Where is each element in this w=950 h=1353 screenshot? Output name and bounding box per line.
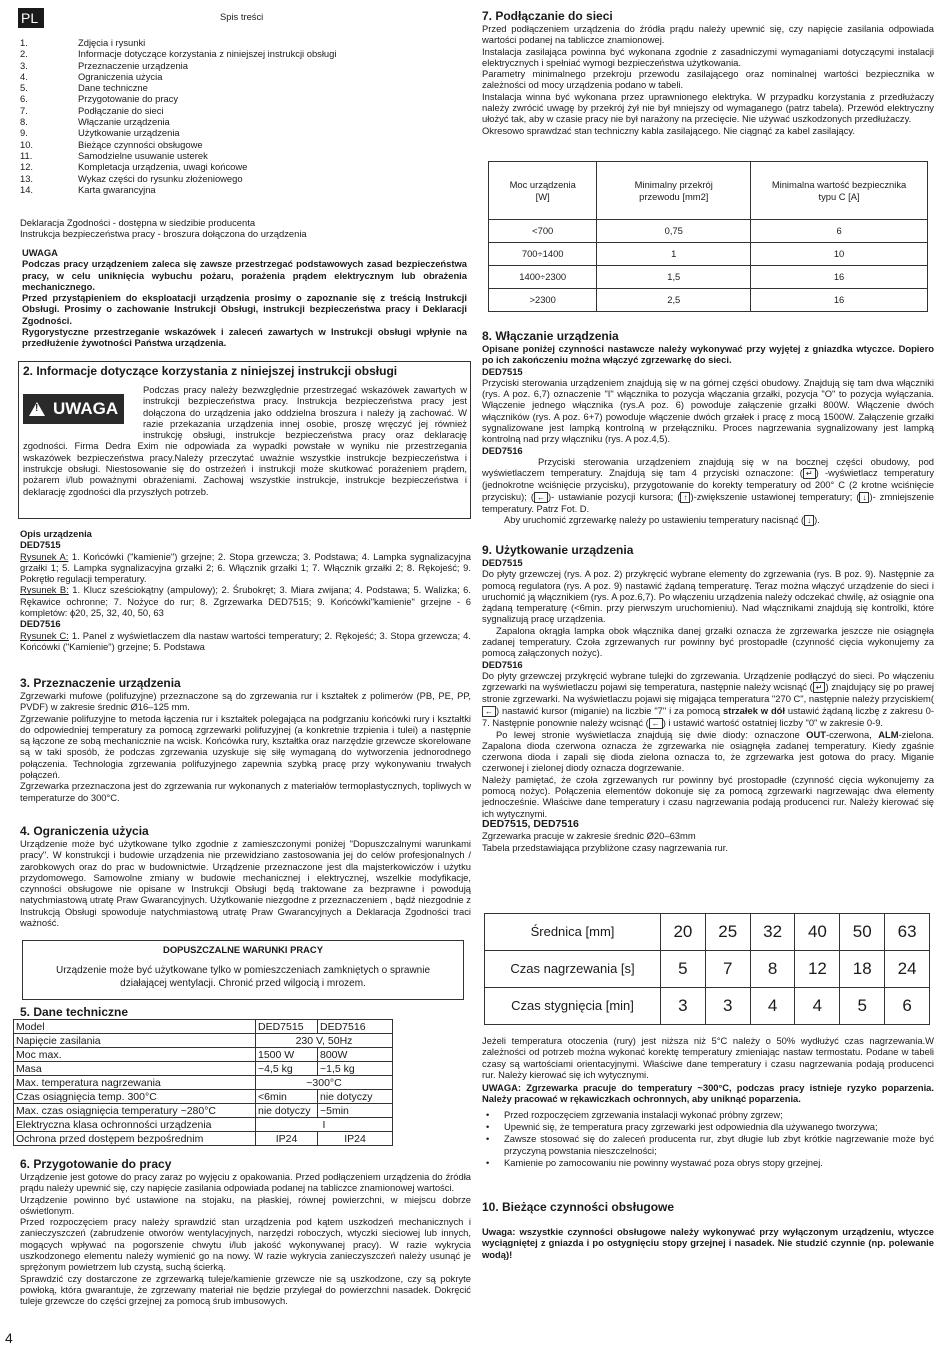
toc-item — [20, 127, 460, 138]
tech-value-ded7516: nie dotyczy — [318, 1090, 393, 1104]
table-cell: 8 — [750, 951, 795, 988]
toc-item-label: Dane techniczne — [78, 82, 148, 94]
section-9-p8: Jeżeli temperatura otoczenia (rury) jest niższa niż 5°C należy o 50% wydłużyć czas nagrzewania.W zależności od potrzeb można wykonać korektę temperatury zmieniając nastaw termostatu. Podane w tabeli czasy są wartościami orientacyjnymi. Właściwe dane temperatury i czasu nagrzewania podają producenci rur. Należy kierować się ich wytycznymi. — [482, 1035, 934, 1080]
s8-p3b: ). — [814, 513, 820, 525]
toc-item-label: Bieżące czynności obsługowe — [78, 138, 203, 150]
section-6-title: 6. Przygotowanie do pracy — [20, 1157, 172, 1171]
toc-item — [20, 150, 460, 161]
table-cell: 40 — [795, 914, 840, 951]
section-9-p5: Należy pamiętać, że czoła zgrzewanych rur powinny być prostopadłe (czynność cięcia wykonujemy za pomocą nożyc). Połączenia elementów dokonuje się za pomocą zgrzewarki nagrzewając dwa elementy jednocześnie. Właściwe dane temperatury i czasu nagrzewania podają producenci rur. Należy kierować się ich wytycznymi. — [482, 773, 934, 819]
section-9-title: 9. Użytkowanie urządzenia — [482, 543, 634, 557]
toc-item-label: Użytkowanie urządzenia — [78, 127, 180, 139]
section-2-box — [18, 361, 471, 519]
section-6-p4: Sprawdzić czy dostarczone ze zgrzewarką tuleje/kamienie grzewcze nie są uszkodzone, czy są pokryte powłoką, która gwarantuje, że zgrzewany materiał nie będzie przylegał do powierzchni nasadek. Dokręcić tuleje grzewcze do części grzejnej za pomocą śrub imbusowych. — [20, 1272, 471, 1307]
section-9-model-7515: DED7515 — [482, 557, 523, 568]
down-arrow-key-icon: ↓ — [859, 492, 869, 503]
s8-p2e: )- zmniejszenie temperatury. Patrz Fot. D. — [482, 490, 934, 514]
s9-p4a: Po lewej stronie wyświetlacza znajdują się dwie diody: oznaczone — [496, 728, 807, 740]
tech-value-ded7515: DED7515 — [256, 1020, 318, 1034]
figure-b-label: Rysunek B: — [20, 584, 69, 596]
table-header-cell: Minimalna wartość bezpiecznika typu C [A] — [751, 162, 928, 220]
table-row — [14, 1132, 393, 1146]
toc-item — [20, 82, 460, 93]
toc-item — [20, 71, 460, 82]
toc-item-label: Przeznaczenie urządzenia — [78, 59, 188, 71]
toc-item — [20, 37, 460, 48]
section-4-p1: Urządzenie może być użytkowane tylko zgodnie z zamieszczonymi poniżej "Dopuszczalnymi warunkami pracy". W konstrukcji i budowie urządzenia nie przewidziano zastosowania jej do celów profesjonalnych / zarobkowych oraz do prac w budownictwie. Urządzenie przeznaczone jest dla majsterkowiczów i użytku przydomowego. Samowolne zmiany w budowie mechanicznej i elektrycznej, wszelkie modyfikacje, czynności obsługowe nie opisane w Instrukcji Obsługi będą traktowane za bezprawne i powodują natychmiastową utratę Praw Gwarancyjnych. Użytkowanie niezgodne z przeznaczeniem , bądź niezgodnie z Instrukcją Obsługi spowoduje natychmiastową utratę Praw Gwarancyjnych a Deklaracja Zgodności traci ważność. — [20, 838, 471, 929]
table-row — [489, 243, 928, 266]
s9-alm: ALM — [878, 728, 899, 740]
s8-p2d: )-zwiększenie ustawionej temperatury; ( — [690, 490, 860, 502]
toc-item-number: 5. — [20, 82, 28, 94]
toc-item-number: 12. — [20, 161, 34, 173]
tech-param: Ochrona przed dostępem bezpośrednim — [14, 1132, 256, 1146]
table-cell: 3 — [661, 988, 706, 1025]
toc-item-number: 4. — [20, 70, 28, 82]
s8-p3a: Aby uruchomić zgrzewarkę należy po ustawieniu temperatury nacisnąć ( — [504, 513, 805, 525]
technical-data-table — [13, 1019, 393, 1146]
toc-item-label: Wykaz części do rysunku złożeniowego — [78, 172, 243, 184]
toc-item-label: Podłączanie do sieci — [78, 104, 164, 116]
section-3-title: 3. Przeznaczenie urządzenia — [20, 676, 181, 690]
left-arrow-key-icon-2: ← — [482, 706, 496, 717]
table-cell: 5 — [840, 988, 885, 1025]
table-row — [489, 289, 928, 312]
uwaga-p3: Rygorystyczne przestrzeganie wskazówek i zaleceń zawartych w Instrukcji obsługi wpłynie na przedłużenie żywotności Państwa urządzenia. — [22, 326, 467, 349]
section-10 — [482, 1200, 934, 1260]
section-7-title: 7. Podłączanie do sieci — [482, 9, 613, 23]
model-ded7516-label: DED7516 — [20, 618, 61, 630]
table-cell: 16 — [751, 266, 928, 289]
table-cell: 18 — [840, 951, 885, 988]
toc-item-label: Przygotowanie do pracy — [78, 93, 179, 105]
toc-item-number: 9. — [20, 127, 28, 139]
toc-item — [20, 184, 460, 195]
table-cell: 1400÷2300 — [489, 266, 597, 289]
section-9-p1: Do płyty grzewczej (rys. A poz. 2) przykręcić wybrane elementy do zgrzewania (rys. B poz. 9). Następnie za pomocą regulatora (rys. A poz. 9) nastawić żądaną temperaturę. Teraz można włączyć urządzenie do sieci i uruchomić ją włącznikiem (rys. A poz.6,7). Po włączeniu urządzenia należy odczekać chwilę, aż osiągnie ona żądaną temperaturę (<6min. przy pierwszym uruchomieniu). Nad włącznikami znajdują się kontrolki, które sygnalizują pracę urządzenia. — [482, 568, 934, 625]
section-10-p1: Uwaga: wszystkie czynności obsługowe należy wykonywać przy wyłączonym urządzeniu, wtyczce wyciągniętej z gniazda i po ostygnięciu stopy grzejnej i nasadek. Nie studzić czynnie (np. polewanie wodą)! — [482, 1226, 934, 1260]
list-item: • Zawsze stosować się do zaleceń producenta rur, zbyt długie lub zbyt krótkie nagrzewanie może być przyczyną powstania nieszczelności; — [486, 1133, 934, 1156]
table-row — [14, 1104, 393, 1118]
tech-param: Masa — [14, 1062, 256, 1076]
section-7-p3: Parametry minimalnego przekroju przewodu zasilającego oraz nominalnej wartości bezpiecznika w zależności od mocy urządzenia podano w tabeli. — [482, 68, 934, 91]
toc-item-label: Zdjęcia i rysunki — [78, 37, 146, 48]
table-cell: <700 — [489, 220, 597, 243]
section-9-p2: Zapalona okrągła lampka obok włącznika danej grzałki oznacza że zgrzewarka jeszcze nie osiągnęła zadanej temperatury. Czoła zgrzewanych rur powinny być prostopadłe (czynność cięcia wykonujemy za pomocą załączonych nożyc). — [482, 624, 934, 659]
toc-item-number: 6. — [20, 93, 28, 105]
warning-badge-label: UWAGA — [53, 399, 119, 419]
section-9-p7: Tabela przedstawiająca przybliżone czasy nagrzewania rur. — [482, 841, 728, 853]
badge-float-space — [23, 384, 143, 434]
toc-item-label: Informacje dotyczące korzystania z niniejszej instrukcji obsługi — [78, 48, 337, 60]
power-cable-table — [488, 161, 928, 312]
s9-p3f: ) i ustawić wartość ostatniej liczby "0" w zakresie 0-9. — [662, 716, 884, 728]
section-9-notes — [482, 1035, 934, 1169]
tech-value: I — [256, 1118, 393, 1132]
section-4 — [20, 824, 471, 928]
section-8-model-7516: DED7516 — [482, 444, 523, 456]
tech-param: Model — [14, 1020, 256, 1034]
page-number: 4 — [5, 1330, 13, 1346]
toc-item-label: Samodzielne usuwanie usterek — [78, 149, 208, 161]
figure-c-legend — [20, 630, 471, 653]
section-8-model-7515: DED7515 — [482, 365, 523, 377]
table-row — [14, 1048, 393, 1062]
figure-c-text: 1. Panel z wyświetlaczem dla nastaw wartości temperatury; 2. Rękojeść; 3. Stopa grzewcza; 4. Końcówki ("Kamienie") grzejne; 5. Podstawa — [20, 629, 471, 652]
s9-p3a: Do płyty grzewczej przykręcić wybrane tulejki do zgrzewania. Urządzenie podłączyć do sieci. Po włączeniu zgrzewarki na wyświetlaczu pojawi się temperatura, następnie należy wcisnąć ( — [482, 669, 934, 693]
section-7-p4: Instalacja winna być wykonana przez uprawnionego elektryka. W przypadku korzystania z przedłużaczy należy zwrócić uwagę by przekrój żył nie był mniejszy od wymaganego (patrz tabela). Przewód elektryczny ułożyć tak, aby w czasie pracy nie był narażony na przecięcie. Nie używać uszkodzonych przedłużaczy. — [482, 90, 934, 125]
enter-key-icon: ↵ — [803, 468, 816, 479]
tech-param: Elektryczna klasa ochronności urządzenia — [14, 1118, 256, 1132]
toc-item-number: 8. — [20, 116, 28, 128]
table-cell: >2300 — [489, 289, 597, 312]
table-row — [485, 951, 930, 988]
section-9-model-7516: DED7516 — [482, 658, 523, 670]
table-cell: 4 — [750, 988, 795, 1025]
left-arrow-key-icon-3: ← — [649, 718, 663, 729]
toc-item-label: Kompletacja urządzenia, uwagi końcowe — [78, 161, 248, 173]
table-row — [14, 1118, 393, 1132]
section-7-p5: Okresowo sprawdzać stan techniczny kabla zasilającego. Nie ciągnąć za kabel zasilający. — [482, 124, 855, 136]
toc-item — [20, 105, 460, 116]
toc-item-label: Karta gwarancyjna — [78, 183, 156, 195]
device-description — [20, 528, 471, 652]
opis-title: Opis urządzenia — [20, 528, 92, 539]
figure-b-text: 1. Klucz sześciokątny (ampulowy); 2. Śrubokręt; 3. Miara zwijana; 4. Podstawa; 5. Walizka; 6. Rękawice ochronne; 7. Nożyce do rur; 8. Zgrzewarka DED7515; 9. Końcówki"kamienie" grzejne - 6 kompletów: ɸ20, 25, 32, 40, 50, 63 — [20, 584, 471, 619]
section-6 — [20, 1157, 471, 1307]
tech-value-ded7515: 1500 W — [256, 1048, 318, 1062]
table-cell: 24 — [885, 951, 930, 988]
section-8-lead: Opisane poniżej czynności nastawcze należy wykonywać przy wyjętej z gniazdka wtyczce. Dopiero po ich zakończeniu można włączyć zgrzewarkę do sieci. — [482, 343, 934, 366]
section-3-p2: Zgrzewanie polifuzyjne to metoda łączenia rur i kształtek polegająca na podgrzaniu końcówki rury i kształtki do odpowiedniej temperatury za pomocą zgrzewarki polifuzyjnej (a konkretnie trzpienia i tulei) a następnie są łączone ze sobą mechanicznie na wcisk. Końcówka rury, kształtka oraz narzędzie grzewcze skorelowane są w taki sposób, że podczas zgrzewania uzyskuje się siłę wymaganą do wytworzenia jednorodnego połączenia. Technologia zgrzewania polifuzyjnego zapewnia szybką pracę przy wykonywaniu trwałych połączeń. — [20, 712, 471, 781]
toc-item-number: 3. — [20, 59, 28, 71]
section-9-p3 — [482, 670, 934, 729]
table-cell: 25 — [705, 914, 750, 951]
section-7-p1: Przed podłączeniem urządzenia do źródła prądu należy upewnić się, czy napięcie zasilania odpowiada wartości podanej na tabliczce znamionowej. — [482, 23, 934, 46]
down-arrow-key-icon-2: ↓ — [804, 515, 814, 526]
table-cell: 0,75 — [597, 220, 751, 243]
section-8-p2 — [482, 456, 934, 514]
table-row — [14, 1062, 393, 1076]
uwaga-p2: Przed przystąpieniem do eksploatacji urządzenia prosimy o zapoznanie się z treścią Instrukcji Obsługi. Prosimy o zachowanie Instrukcji Obsługi, instrukcji bezpieczeństwa pracy i Deklaracji Zgodności. — [22, 292, 467, 326]
table-header-cell: Minimalny przekrój przewodu [mm2] — [597, 162, 751, 220]
burn-warning: UWAGA: Zgrzewarka pracuje do temperatury ~300°C, podczas pracy istnieje ryzyko poparzenia. Należy pracować w rękawiczkach ochronnych, aby uniknąć poparzenia. — [482, 1082, 934, 1105]
table-cell: 1,5 — [597, 266, 751, 289]
table-cell: 700÷1400 — [489, 243, 597, 266]
tech-value-ded7516: DED7516 — [318, 1020, 393, 1034]
tech-value: 230 V, 50Hz — [256, 1034, 393, 1048]
table-cell: 50 — [840, 914, 885, 951]
tech-value-ded7515: nie dotyczy — [256, 1104, 318, 1118]
tech-value-ded7516: ~1,5 kg — [318, 1062, 393, 1076]
figure-b-legend — [20, 584, 471, 618]
figure-a-legend — [20, 551, 471, 585]
table-row — [485, 988, 930, 1025]
section-4-title: 4. Ograniczenia użycia — [20, 824, 149, 838]
table-cell: 20 — [661, 914, 706, 951]
section-8 — [482, 329, 934, 526]
section-9-models: DED7515, DED7516 — [482, 817, 579, 830]
section-2-title: 2. Informacje dotyczące korzystania z niniejszej instrukcji obsługi — [23, 364, 398, 378]
toc-item-number: 14. — [20, 183, 34, 195]
s9-p4b: -czerwona, — [825, 728, 879, 740]
section-6-p2: Urządzenie powinno być ustawione na stojaku, na płaskiej, równej powierzchni, w miejscu dobrze oświetlonym. — [20, 1193, 471, 1216]
toc-item — [20, 93, 460, 104]
section-6-p3: Przed rozpoczęciem pracy należy sprawdzić stan urządzenia pod kątem uszkodzeń mechanicznych i zanieczyszczeń (zabrudzenie otworów wentylacyjnych, narzędzi roboczych, wtyczki sieciowej lub innych, mogących wpływać na pogorszenie chwytu i/lub jakość wykonywanej pracy). W razie wykrycia uszkodzonego elementu należy wymienić go na nowy. W razie wykrycia zanieczyszczeń należy usunąć je sprężonym powietrzem lub czystą, suchą ścierką. — [20, 1216, 471, 1273]
uwaga-title: UWAGA — [22, 247, 58, 258]
table-row — [14, 1020, 393, 1034]
section-9 — [482, 543, 934, 853]
left-arrow-key-icon: ← — [534, 492, 548, 503]
toc-item-number: 1. — [20, 37, 28, 48]
section-9-p6: Zgrzewarka pracuje w zakresie średnic Ø20–63mm — [482, 830, 696, 842]
table-row — [485, 914, 930, 951]
list-item: • Kamienie po zamocowaniu nie powinny wystawać poza obrys stopy grzejnej. — [486, 1157, 934, 1168]
section-8-p1: Przyciski sterowania urządzeniem znajdują się w na górnej części obudowy. Znajdują się tam dwa włączniki (rys. A poz. 6,7) oznaczenie "I" włącznika to pozycja włączania grzałki, pozycja "O" to pozycja wyłączania. Włączenie jednego włącznika (rys.A poz. 6) powoduje załączenie grzałki 800W. Włączenie dwóch włączników (rys. A poz. 6+7) powoduje włączenie dwóch grzałek i pracę z mocą 1500W. Załączenie grzałki sygnalizowane jest lampką kontrolną w przełączniku. Proces nagrzewania sygnalizowany jest lampką kontrolną nad przy włączniku (rys. A poz.4,5). — [482, 376, 934, 445]
section-8-title: 8. Włączanie urządzenia — [482, 329, 619, 343]
section-2-paragraph: Podczas pracy należy bezwzględnie przestrzegać wskazówek zawartych w instrukcji bezpieczeństwa pracy. Instrukcja bezpieczeństwa pracy jest dołączona do urządzenia jako oddzielna broszura i należy ją zachować. W razie przekazania urządzenia innej osobie, proszę wręczyć jej również instrukcję obsługi, instrukcje bezpieczeństwa pracy oraz deklarację zgodności. Firma Dedra Exim nie odpowiada za wypadki powstałe w wyniku nie przestrzegania wskazówek bezpieczeństwa pracy.Należy przeczytać uważnie wszystkie instrukcje bezpieczeństwa i instrukcje obsługi. Niestosowanie się do ostrzeżeń i instrukcji może skutkować porażeniem prądem, pożarem i/lub poważnymi obrażeniami. Zachowaj wszystkie instrukcje, instrukcje bezpieczeństwa i deklarację zgodności dla przyszłych potrzeb. — [23, 384, 467, 497]
table-cell: 12 — [795, 951, 840, 988]
tech-param: Max. czas osiągnięcia temperatury ~280°C — [14, 1104, 256, 1118]
s8-p2c: )- ustawianie pozycji kursora; ( — [548, 490, 681, 502]
uwaga-p1: Podczas pracy urządzeniem zaleca się zawsze przestrzegać podstawowych zasad bezpieczeństwa pracy, w celu uniknięcia wybuchu pożaru, porażenia prądem elektrycznym lub obrażenia mechanicznego. — [22, 258, 467, 292]
table-cell: 5 — [661, 951, 706, 988]
language-badge: PL — [18, 8, 44, 28]
toc-item-number: 11. — [20, 149, 33, 161]
toc-item — [20, 48, 460, 59]
table-cell: 7 — [705, 951, 750, 988]
toc-item-number: 13. — [20, 172, 34, 184]
table-cell: 6 — [885, 988, 930, 1025]
safety-brochure-line: Instrukcja bezpieczeństwa pracy - broszura dołączona do urządzenia — [20, 228, 307, 240]
table-row-label: Średnica [mm] — [485, 914, 661, 951]
table-cell: 10 — [751, 243, 928, 266]
table-cell: 2,5 — [597, 289, 751, 312]
table-row-label: Czas nagrzewania [s] — [485, 951, 661, 988]
tech-param: Napięcie zasilania — [14, 1034, 256, 1048]
table-row — [14, 1076, 393, 1090]
section-3-p1: Zgrzewarki mufowe (polifuzyjne) przeznaczone są do zgrzewania rur i kształtek z polimerów (PB, PE, PP, PVDF) w zakresie średnic Ø16–125 mm. — [20, 690, 471, 713]
s9-p3c: ) nastawić kursor (miganie) na liczbie "7" i za pomocą — [496, 704, 724, 716]
toc-item-number: 10. — [20, 138, 34, 150]
warning-triangle-icon: ! — [29, 402, 45, 416]
toc-item-label: Ograniczenia użycia — [78, 70, 163, 82]
section-10-title: 10. Bieżące czynności obsługowe — [482, 1200, 675, 1214]
s9-p3d: strzałek w dół — [723, 704, 786, 716]
tech-value-ded7516: IP24 — [318, 1132, 393, 1146]
list-item: • Upewnić się, że temperatura pracy zgrzewarki jest odpowiednia dla używanego tworzywa; — [486, 1121, 934, 1132]
figure-c-label: Rysunek C: — [20, 629, 69, 641]
allowed-conditions-title: DOPUSZCZALNE WARUNKI PRACY — [163, 944, 323, 955]
toc-item-number: 7. — [20, 104, 28, 116]
declaration-line: Deklaracja Zgodności - dostępna w siedzibie producenta — [20, 217, 256, 228]
table-cell: 6 — [751, 220, 928, 243]
section-9-p4 — [482, 729, 934, 774]
table-cell: 63 — [885, 914, 930, 951]
toc-item-label: Włączanie urządzenia — [78, 116, 170, 128]
section-3-p3: Zgrzewarka przeznaczona jest do zgrzewania rur wykonanych z materiałów termoplastycznych, topliwych w temperaturze do 300°C. — [20, 780, 471, 803]
toc-item-number: 2. — [20, 48, 28, 60]
section-3 — [20, 676, 471, 803]
s9-p3b: ) znajdujący się po prawej stronie zgrzewarki. Na wyświetlaczu pojawi się migająca temperatura "270 C", następnie należy przyciskiem( — [482, 681, 935, 705]
table-of-contents — [20, 37, 460, 195]
table-row-label: Czas stygnięcia [min] — [485, 988, 661, 1025]
toc-item — [20, 173, 460, 184]
section-8-p3 — [482, 514, 934, 526]
tech-value-ded7515: ~4,5 kg — [256, 1062, 318, 1076]
table-header-cell: Moc urządzenia [W] — [489, 162, 597, 220]
tech-value-ded7515: <6min — [256, 1090, 318, 1104]
table-header-row — [489, 162, 928, 220]
table-cell: 1 — [597, 243, 751, 266]
table-row — [489, 220, 928, 243]
toc-item — [20, 60, 460, 71]
up-arrow-key-icon: ↑ — [680, 492, 690, 503]
table-cell: 16 — [751, 289, 928, 312]
table-cell: 32 — [750, 914, 795, 951]
declaration-info — [20, 217, 460, 240]
s8-p2b: ) -wyświetlacz temperatury (jednokrotne wciśnięcie przycisku), przygotowanie do korekty temperatury od 200° C (2 krotne wciśnięcie przycisku); ( — [482, 467, 935, 502]
uwaga-notice — [18, 244, 471, 349]
enter-key-icon-2: ↵ — [813, 682, 826, 693]
section-5-title: 5. Dane techniczne — [20, 1005, 129, 1019]
figure-a-text: 1. Końcówki ("kamienie") grzejne; 2. Stopa grzewcza; 3. Podstawa; 4. Lampka sygnalizacyjna grzałki 1; 5. Lampka sygnalizacyjna grzałki 2; 6. Włącznik grzałki 1; 7. Włącznik grzałki 2; 8. Rękojeść; 9. Pokrętło regulacji temperatury. — [20, 550, 471, 585]
toc-title: Spis treści — [220, 11, 264, 22]
table-row — [14, 1034, 393, 1048]
section-2-text — [23, 384, 467, 497]
tech-value: ~300°C — [256, 1076, 393, 1090]
table-row — [489, 266, 928, 289]
model-ded7515-label: DED7515 — [20, 539, 61, 551]
allowed-conditions-box — [22, 940, 464, 1000]
section-6-p1: Urządzenie jest gotowe do pracy zaraz po wyjęciu z opakowania. Przed podłączeniem urządzenia do źródła prądu należy upewnić się, czy napięcie zasilania odpowiada podanej na tabliczce znamionowej wartości. — [20, 1171, 471, 1194]
tech-param: Czas osiągnięcia temp. 300°C — [14, 1090, 256, 1104]
tech-value-ded7516: 800W — [318, 1048, 393, 1062]
tech-value-ded7516: ~5min — [318, 1104, 393, 1118]
toc-item — [20, 116, 460, 127]
s9-p3e: ustawić żądaną liczbę z zakresu 0-7. Następnie ponownie należy wcisnąć ( — [482, 704, 935, 728]
tech-param: Max. temperatura nagrzewania — [14, 1076, 256, 1090]
tips-list — [486, 1109, 934, 1168]
s9-p4c: -zielona. Zapalona dioda czerwona oznacza że zgrzewarka nie osiągnęła zadanej temperatury. Kiedy zgaśnie czerwona dioda i zapali się dioda zielona oznacza to, że zgrzewarka jest gotowa do pracy. Miganie czerwonej i zielonej diody oznacza dogrzewanie. — [482, 728, 934, 774]
heating-times-table — [484, 913, 930, 1025]
list-item: • Przed rozpoczęciem zgrzewania instalacji wykonać próbny zgrzew; — [486, 1109, 934, 1120]
s8-p2a: Przyciski sterowania urządzeniem znajdują się w na bocznej części obudowy, pod wyświetlaczem temperatury. Znajdują się tam 4 przyciski oznaczone: ( — [482, 455, 934, 479]
toc-item — [20, 161, 460, 172]
s9-out: OUT — [806, 728, 826, 740]
figure-a-label: Rysunek A: — [20, 550, 69, 562]
section-7 — [482, 9, 934, 136]
section-7-p2: Instalacja zasilająca powinna być wykonana zgodnie z zasadniczymi wymaganiami dotyczącymi instalacji elektrycznych i spełniać wymogi bezpieczeństwa użytkowania. — [482, 45, 934, 68]
table-row — [14, 1090, 393, 1104]
table-cell: 4 — [795, 988, 840, 1025]
allowed-conditions-text: Urządzenie może być użytkowane tylko w pomieszczeniach zamkniętych o sprawnie działającej wentylacji. Chronić przed wilgocią i mrozem. — [55, 965, 431, 990]
tech-param: Moc max. — [14, 1048, 256, 1062]
toc-item — [20, 139, 460, 150]
tech-value-ded7515: IP24 — [256, 1132, 318, 1146]
table-cell: 3 — [705, 988, 750, 1025]
